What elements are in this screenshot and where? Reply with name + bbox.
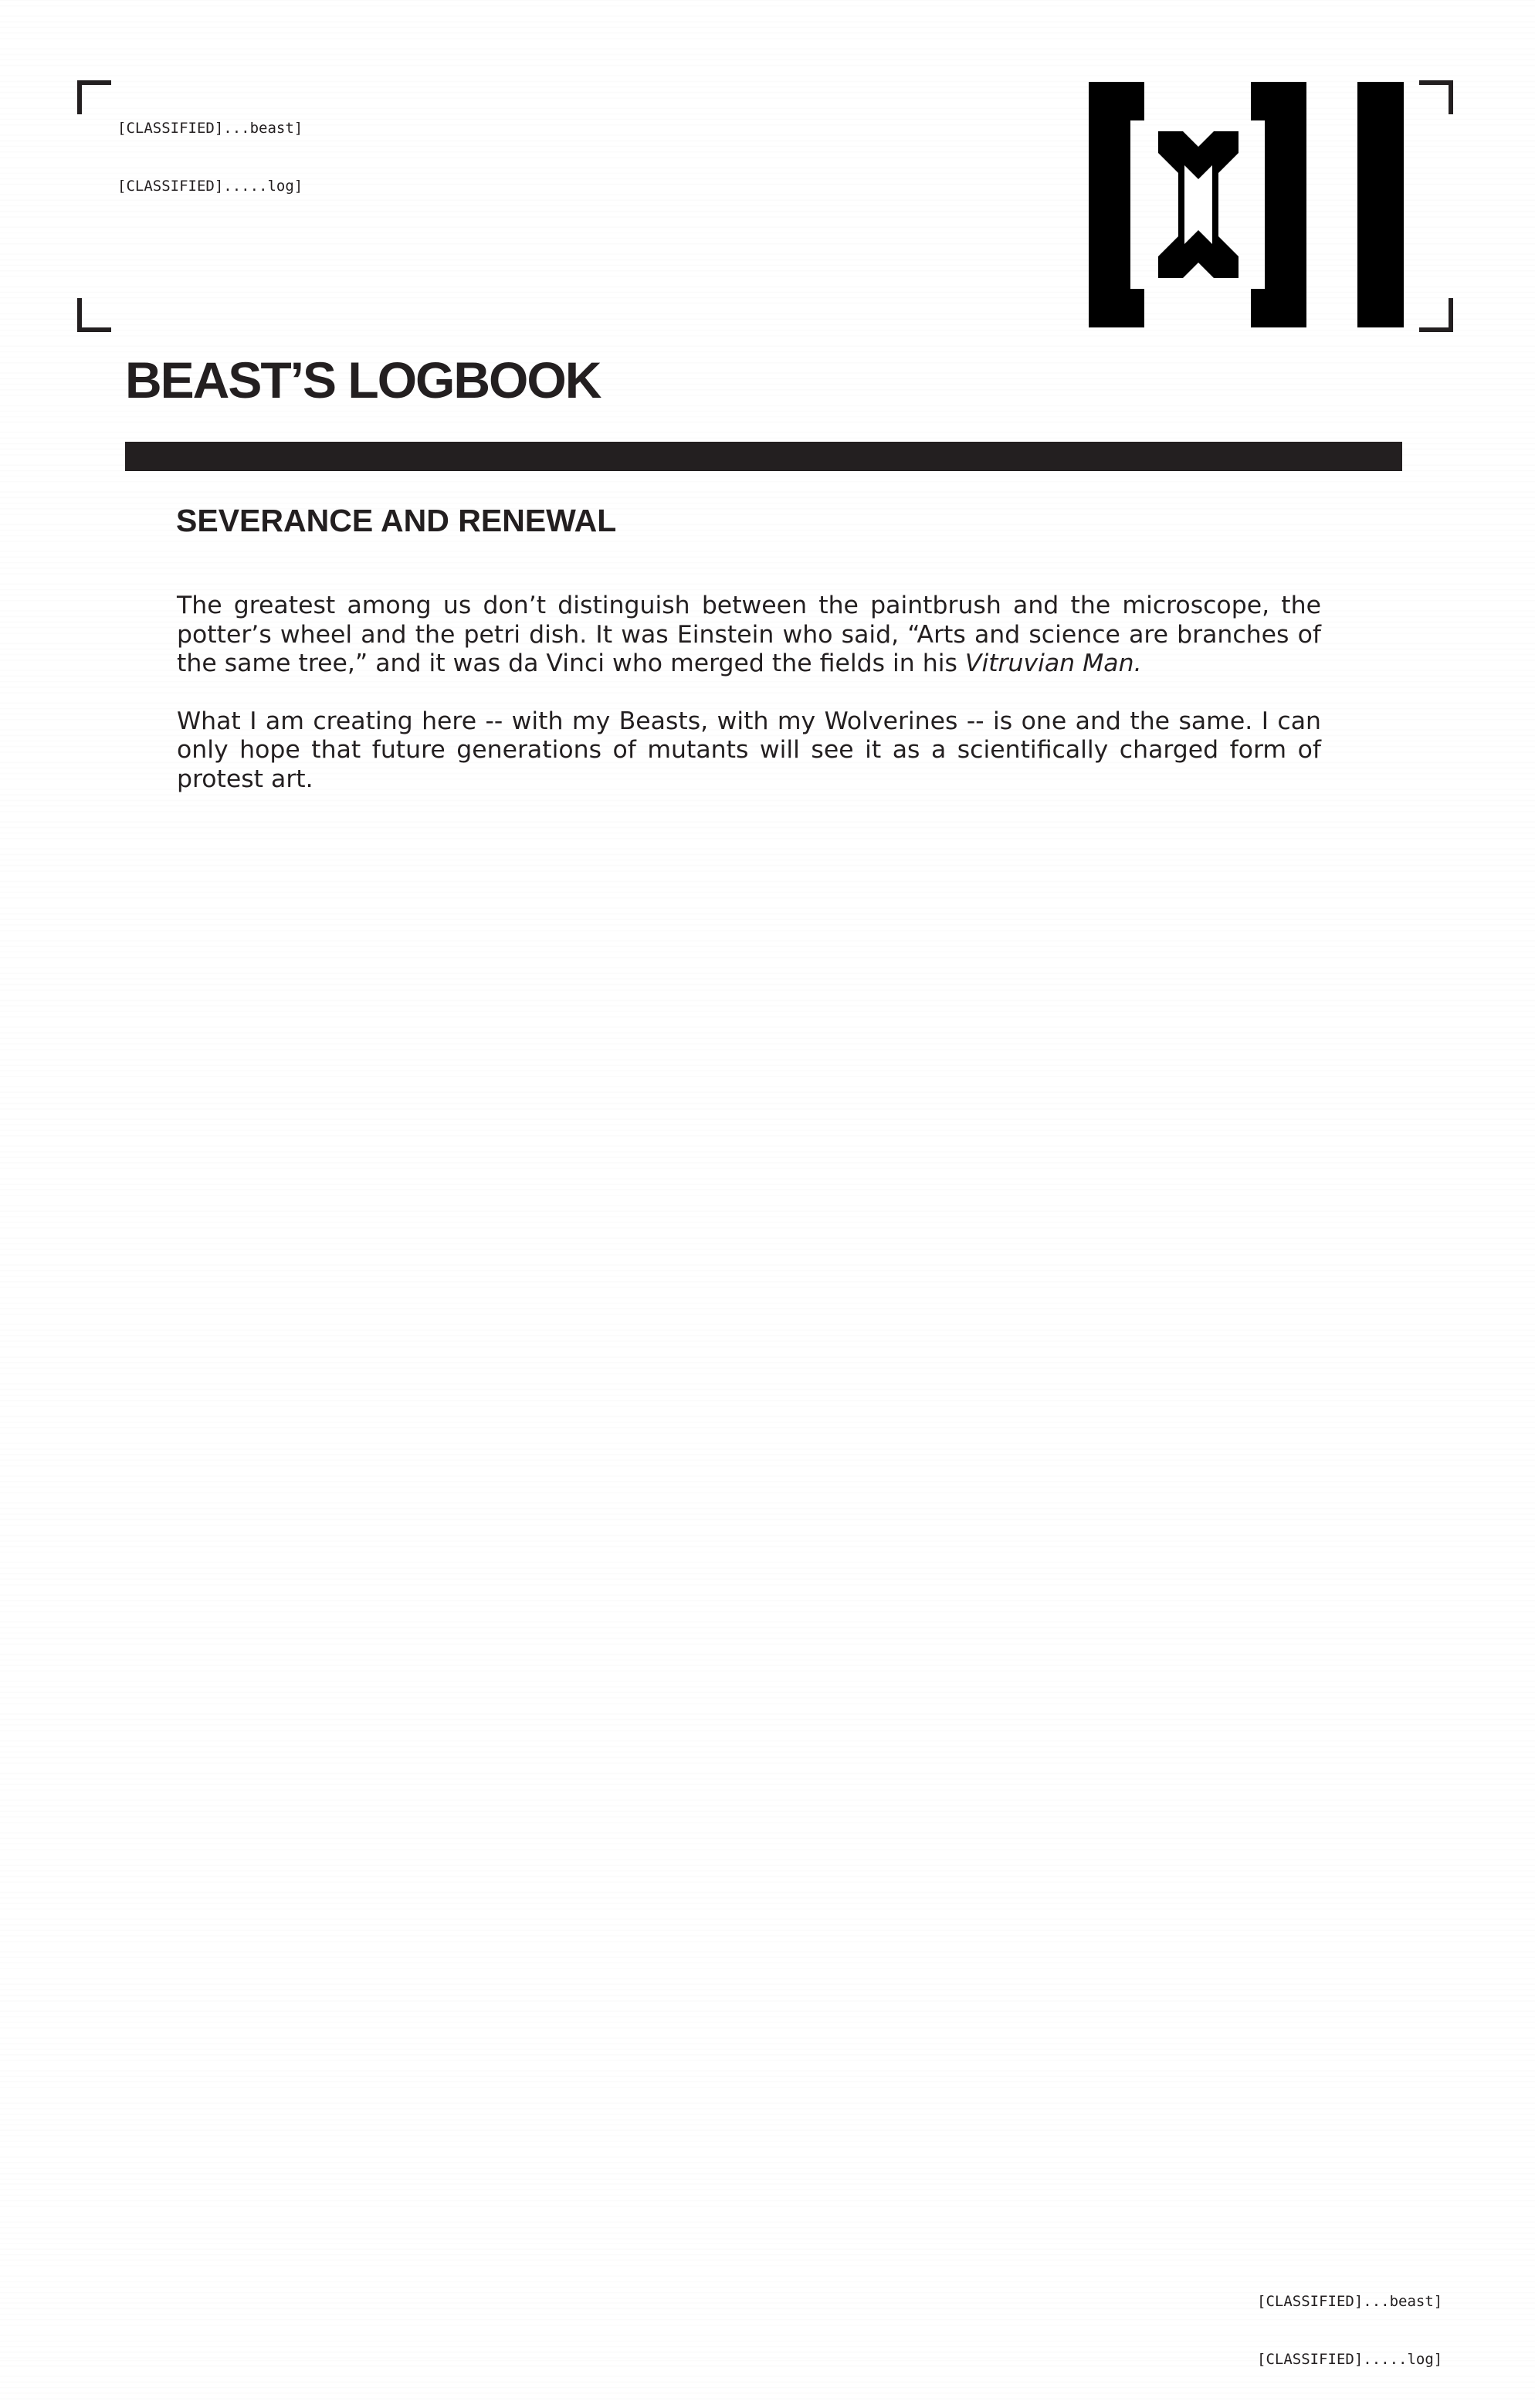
classified-tag-line: [CLASSIFIED]...beast]	[1257, 2293, 1443, 2310]
paragraph-1-text: The greatest among us don’t distinguish between the paintbrush and the microscope, the potter’s wheel and the petri dish. It was Einstein who said, “Arts and science are branches of the same tree,” and it was da Vinci who merged the fields in his	[177, 592, 1321, 677]
section-heading: SEVERANCE AND RENEWAL	[176, 503, 617, 538]
paragraph-1	[177, 592, 1321, 679]
paragraph-2: What I am creating here -- with my Beasts, with my Wolverines -- is one and the same. I can only hope that future generations of mutants will see it as a scientifically charged form of protest art.	[177, 707, 1321, 793]
log-entry-body	[177, 592, 1321, 822]
classified-tag-line: [CLASSIFIED].....log]	[1257, 2351, 1443, 2368]
title-divider	[125, 442, 1402, 471]
artwork-title: Vitruvian Man.	[964, 649, 1142, 677]
x-bracket-logo-icon	[1089, 82, 1404, 327]
corner-bracket-top-right	[1419, 80, 1453, 114]
classified-tag-line: [CLASSIFIED]...beast]	[117, 120, 303, 137]
corner-bracket-top-left	[77, 80, 111, 114]
classified-tag-line: [CLASSIFIED].....log]	[117, 178, 303, 195]
classified-tag-footer	[1257, 2254, 1442, 2408]
page-title: BEAST’S LOGBOOK	[125, 351, 601, 409]
corner-bracket-bottom-left	[77, 298, 111, 332]
classified-tag-header	[117, 80, 303, 235]
corner-bracket-bottom-right	[1419, 298, 1453, 332]
